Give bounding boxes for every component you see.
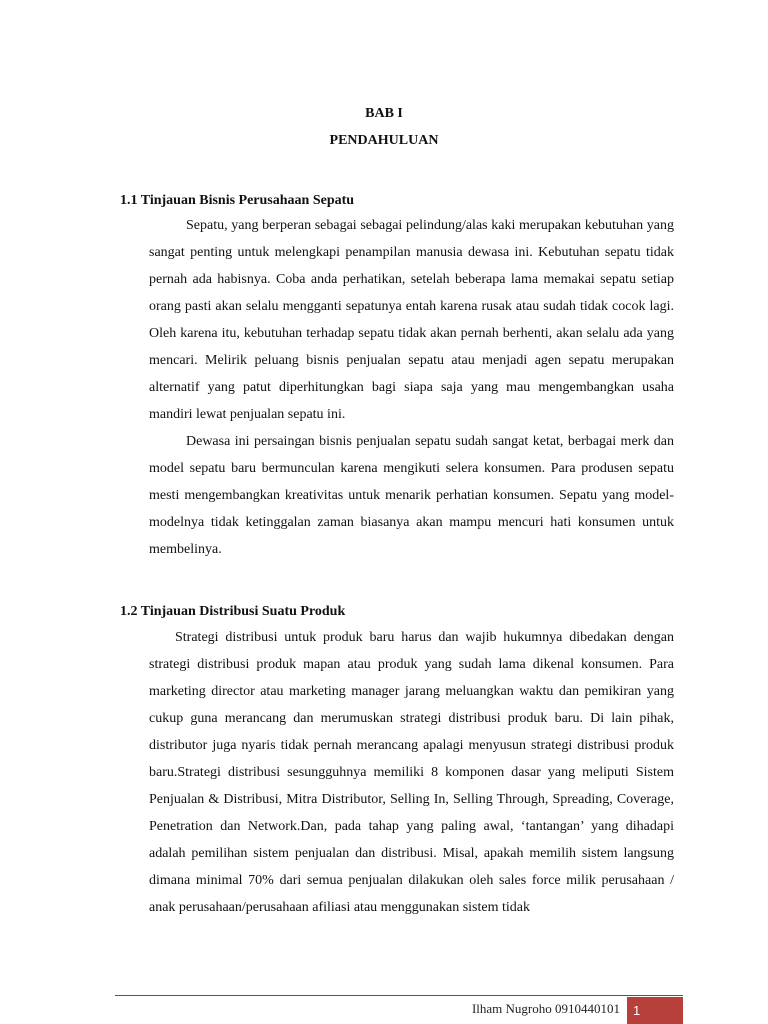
paragraph: Sepatu, yang berperan sebagai sebagai pelindung/alas kaki merupakan kebutuhan yang sangat penting untuk melengkapi penampilan manusia dewasa ini. Kebutuhan sepatu tidak pernah ada habisnya. Coba anda perhatikan, setelah beberapa lama memakai sepatu setiap orang pasti akan selalu mengganti sepatunya entah karena rusak atau sudah tidak cocok lagi. Oleh karena itu, kebutuhan terhadap sepatu tidak akan pernah berhenti, akan selalu ada yang mencari. Melirik peluang bisnis penjualan sepatu atau menjadi agen sepatu merupakan alternatif yang patut diperhitungkan bagi siapa saja yang mau mengembangkan usaha mandiri lewat penjualan sepatu ini. bbox=[149, 218, 674, 422]
chapter-number: BAB I bbox=[365, 106, 403, 121]
footer-divider bbox=[115, 995, 683, 996]
section-1-1-body bbox=[149, 212, 674, 563]
section-heading-1-2: 1.2 Tinjauan Distribusi Suatu Produk bbox=[120, 604, 346, 619]
paragraph: Dewasa ini persaingan bisnis penjualan sepatu sudah sangat ketat, berbagai merk dan model sepatu baru bermunculan karena mengikuti selera konsumen. Para produsen sepatu mesti mengembangkan kreativitas untuk menarik perhatian konsumen. Sepatu yang model-modelnya tidak ketinggalan zaman biasanya akan mampu mencuri hati konsumen untuk membelinya. bbox=[149, 434, 674, 557]
section-heading-1-1: 1.1 Tinjauan Bisnis Perusahaan Sepatu bbox=[120, 193, 355, 208]
paragraph: Strategi distribusi untuk produk baru harus dan wajib hukumnya dibedakan dengan strategi distribusi produk mapan atau produk yang sudah lama dikenal konsumen. Para marketing director atau marketing manager jarang meluangkan waktu dan pemikiran yang cukup guna merancang dan merumuskan strategi distribusi produk baru. Di lain pihak, distributor juga nyaris tidak pernah merancang apalagi menyusun strategi distribusi produk baru.Strategi distribusi sesungguhnya memiliki 8 komponen dasar yang meliputi Sistem Penjualan & Distribusi, Mitra Distributor, Selling In, Selling Through, Spreading, Coverage, Penetration dan Network.Dan, pada tahap yang paling awal, ‘tantangan’ yang dihadapi adalah pemilihan sistem penjualan dan distribusi. Misal, apakah memilih sistem langsung dimana minimal 70% dari semua penjualan dilakukan oleh sales force milik perusahaan / anak perusahaan/perusahaan afiliasi atau menggunakan sistem tidak bbox=[149, 630, 674, 915]
section-1-2-body bbox=[149, 624, 674, 921]
chapter-title: PENDAHULUAN bbox=[329, 133, 439, 148]
page-number-badge: 1 bbox=[627, 997, 683, 1024]
footer-author: Ilham Nugroho 0910440101 bbox=[471, 1001, 620, 1016]
